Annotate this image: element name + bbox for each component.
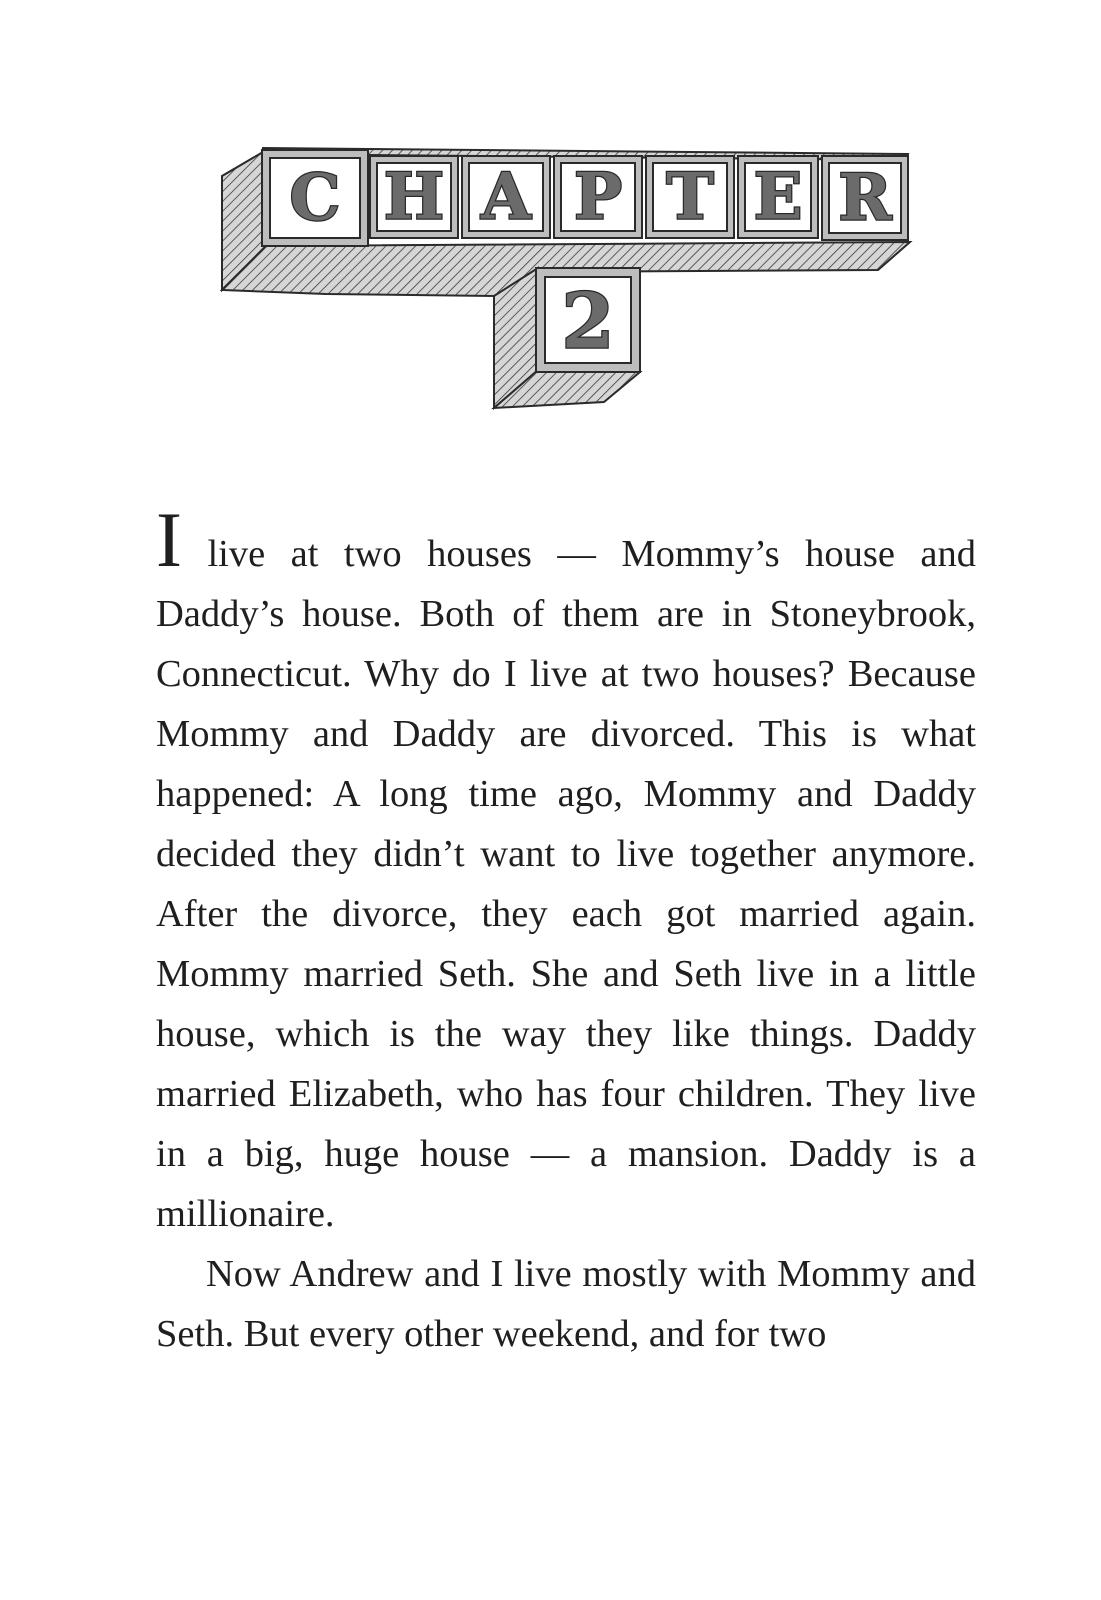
block-letter-h: H — [383, 159, 445, 235]
block-letter-t: T — [666, 159, 714, 235]
letter-blocks — [262, 150, 908, 246]
block-letter-p: P — [573, 159, 623, 235]
block-a — [462, 156, 550, 238]
block-h — [370, 156, 458, 238]
block-e — [738, 156, 818, 238]
block-c — [262, 150, 368, 246]
chapter-number: 2 — [561, 276, 615, 366]
block-letter-a: A — [481, 159, 531, 235]
block-letter-e: E — [753, 159, 803, 235]
paragraph: I live at two houses — Mommy’s house and Daddy’s house. Both of them are in Stoneybrook, Connecticut. Why do I live at two houses? Because Mommy and Daddy are divorced. This is what happened: A long time ago, Mommy and Daddy decided they didn’t want to live together anymore. After the divorce, they each got married again. Mommy married Seth. She and Seth live in a little house, which is the way they like things. Daddy married Elizabeth, who has four children. They live in a big, huge house — a mansion. Daddy is a millionaire. — [156, 496, 976, 1235]
block-r — [822, 156, 908, 240]
block-t — [646, 156, 734, 238]
chapter-blocks-illustration — [218, 146, 918, 414]
body-text — [156, 496, 976, 1364]
block-p — [554, 156, 642, 238]
block-letter-c: C — [289, 160, 341, 236]
block-letter-r: R — [838, 160, 892, 236]
chapter-number-block — [536, 268, 640, 372]
paragraph: Now Andrew and I live mostly with Mommy and Seth. But every other weekend, and for two — [156, 1253, 976, 1355]
chapter-heading — [218, 146, 918, 414]
